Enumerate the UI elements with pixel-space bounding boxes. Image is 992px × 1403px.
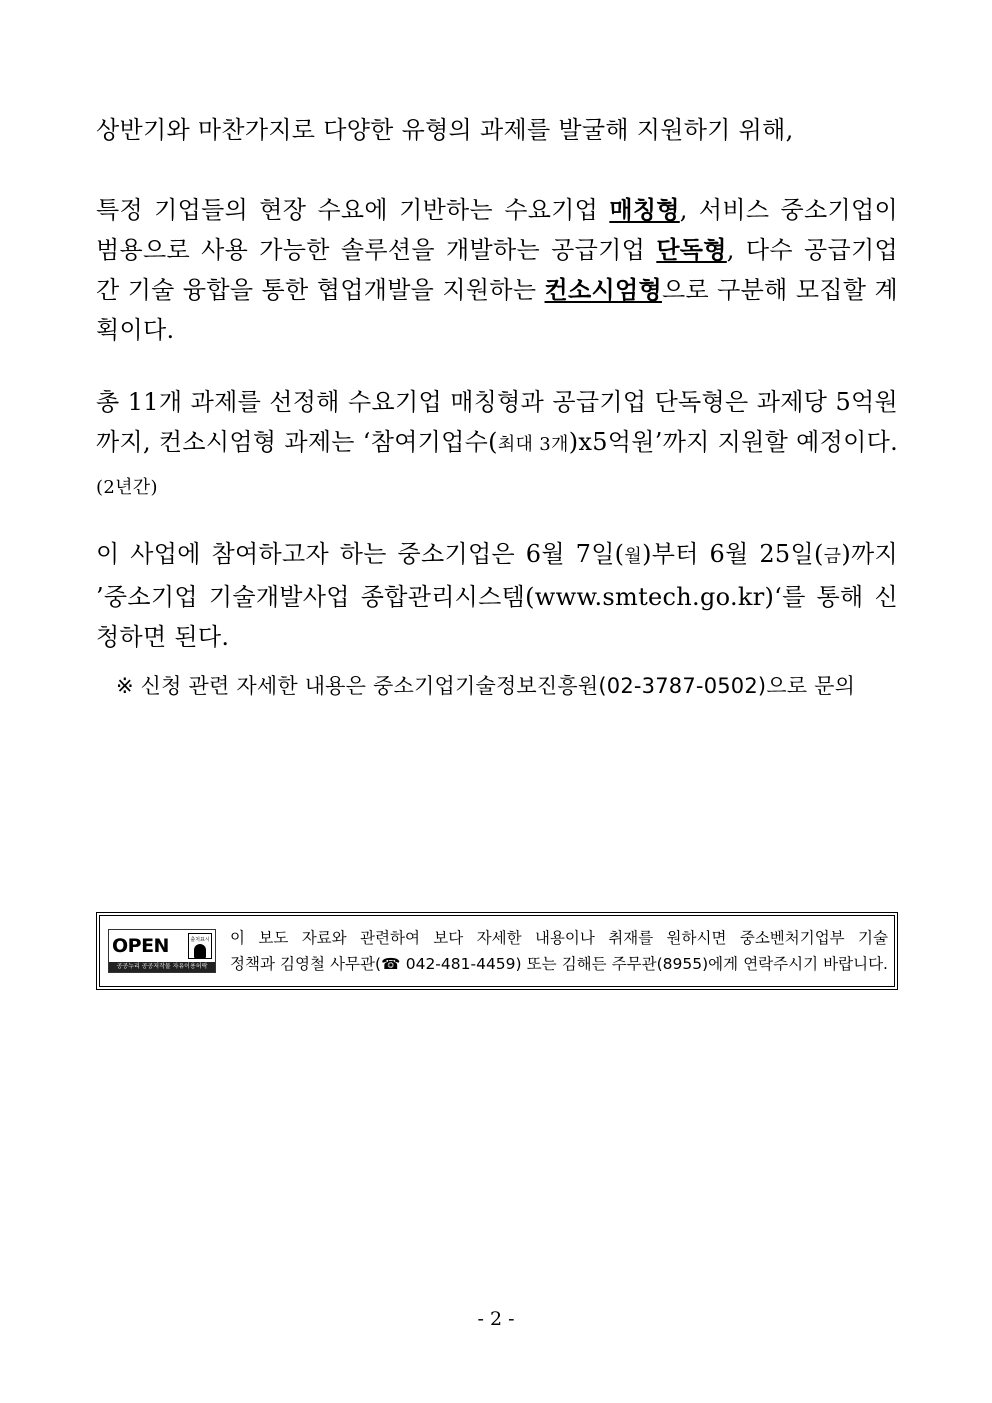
- paragraph-application-text-2: )부터 6월 25일(: [642, 540, 824, 568]
- paragraph-types-text-1: 특정 기업들의 현장 수요에 기반하는 수요기업: [96, 196, 610, 224]
- open-logo-top: [109, 930, 215, 962]
- paragraph-types: [96, 190, 898, 350]
- keyword-matching-type: 매칭형: [609, 196, 680, 224]
- paragraph-intro-text: 상반기와 마찬가지로 다양한 유형의 과제를 발굴해 지원하기 위해,: [96, 116, 794, 144]
- contact-info-text: [230, 925, 894, 977]
- inquiry-note: ※ 신청 관련 자세한 내용은 중소기업기술정보진흥원(02-3787-0502)으로 문의: [116, 674, 856, 698]
- start-weekday: 월: [624, 546, 643, 567]
- open-logo-caption: 공공누리 공공저작물 자유이용허락: [109, 962, 215, 972]
- paragraph-application: [96, 534, 898, 657]
- attribution-badge-icon: [188, 933, 212, 959]
- contact-info-line-2: 정책과 김영철 사무관(☎ 042-481-4459) 또는 김해든 주무관(8955)에게 연락주시기 바랍니다.: [230, 955, 888, 973]
- paragraph-intro: [96, 110, 898, 150]
- person-icon: [194, 944, 206, 958]
- paragraph-application-text-1: 이 사업에 참여하고자 하는 중소기업은 6월 7일(: [96, 540, 625, 568]
- paragraph-funding: [96, 382, 898, 508]
- kogl-open-license-logo: [108, 929, 216, 973]
- paragraph-funding-text-1: 총 11개 과제를 선정해 수요기업 매칭형과 공급기업 단독형은 과제당 5억원까지, 컨소시엄형 과제는 ‘참여기업수(: [96, 388, 898, 456]
- attribution-badge-text: 출처표시: [190, 937, 210, 943]
- end-weekday: 금: [823, 546, 842, 567]
- funding-max-companies: 최대 3개: [497, 434, 569, 455]
- open-logo-word: OPEN: [112, 935, 169, 957]
- paragraph-funding-text-2: )x5억원’까지 지원할 예정이다.: [568, 428, 898, 456]
- contact-info-line-1: 이 보도 자료와 관련하여 보다 자세한 내용이나 취재를 원하시면 중소벤처기업부 기술: [230, 929, 888, 947]
- contact-info-inner: [99, 915, 895, 987]
- paragraph-types-text-2: , 서비스 중소기업이 범용으로 사용 가능한 솔루션을 개발하는 공급기업: [96, 196, 898, 264]
- keyword-single-type: 단독형: [656, 236, 727, 264]
- keyword-consortium-type: 컨소시엄형: [544, 276, 662, 304]
- paragraph-types-text-3: , 다수 공급기업 간 기술 융합을 통한 협업개발을 지원하는: [96, 236, 898, 304]
- page-number: - 2 -: [477, 1308, 515, 1330]
- paragraph-application-text-3: )까지 ’중소기업 기술개발사업 종합관리시스템(www.smtech.go.kr)‘를 통해 신청하면 된다.: [96, 540, 898, 651]
- paragraph-types-text-4: 으로 구분해 모집할 계획이다.: [96, 276, 898, 344]
- contact-info-box: [96, 912, 898, 990]
- funding-duration: (2년간): [96, 477, 158, 498]
